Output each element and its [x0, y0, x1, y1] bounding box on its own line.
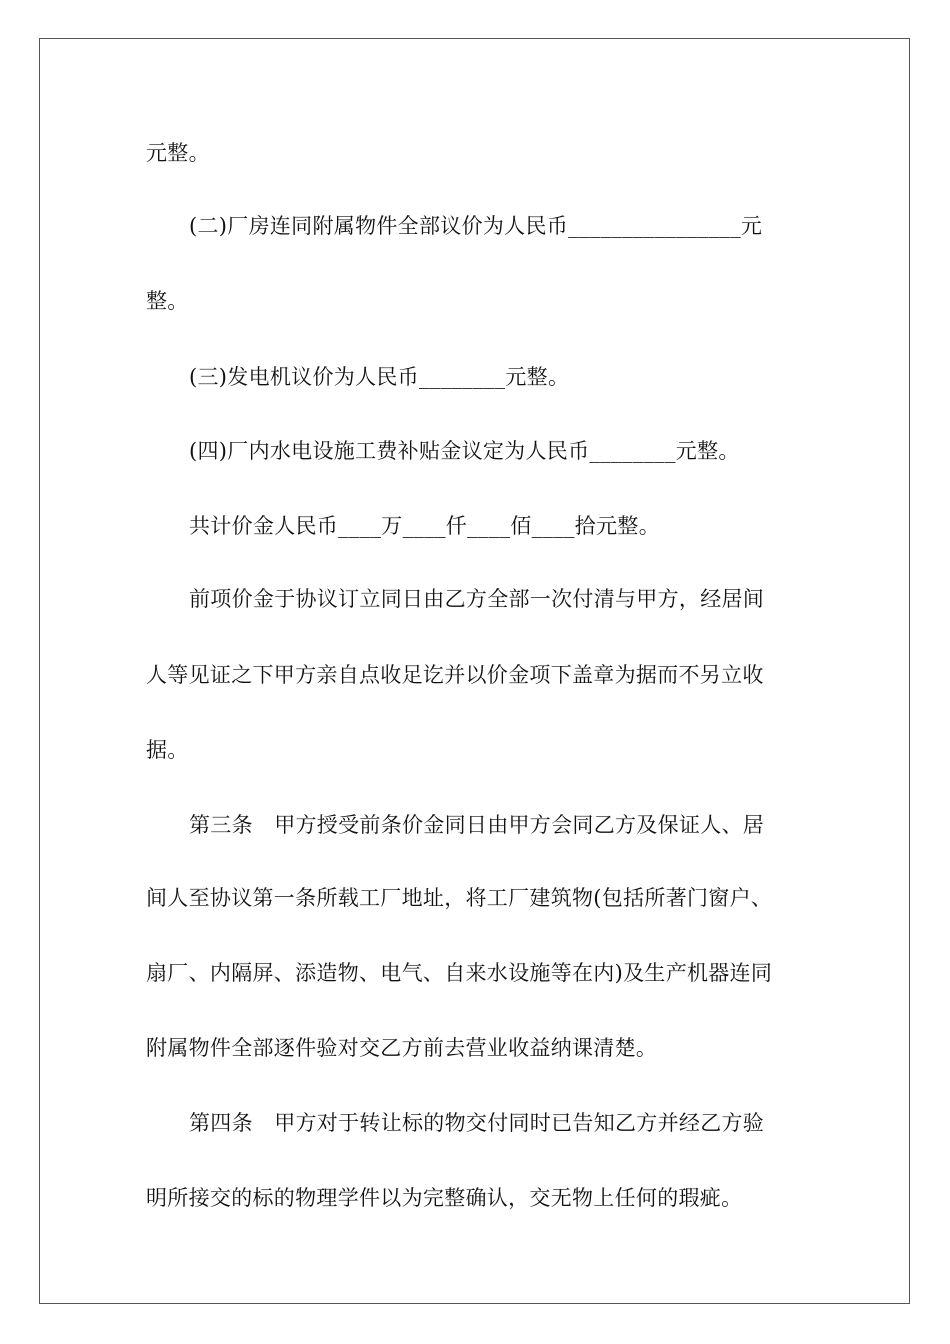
- text-line: 间人至协议第一条所载工厂地址，将工厂建筑物(包括所著门窗户、: [146, 886, 773, 910]
- text-line: 元整。: [146, 141, 210, 165]
- text-line: 人等见证之下甲方亲自点收足讫并以价金项下盖章为据而不另立收: [146, 663, 764, 687]
- text-line: 前项价金于协议订立同日由乙方全部一次付清与甲方，经居间: [189, 587, 765, 611]
- text-line: (三)发电机议价为人民币________元整。: [189, 365, 570, 389]
- text-line: 第四条 甲方对于转让标的物交付同时已告知乙方并经乙方验: [189, 1111, 765, 1135]
- text-line: 扇厂、内隔屏、添造物、电气、自来水设施等在内)及生产机器连同: [146, 961, 773, 985]
- text-line: 整。: [146, 289, 189, 313]
- text-line: 共计价金人民币____万____仟____佰____拾元整。: [189, 514, 660, 538]
- text-line: (二)厂房连同附属物件全部议价为人民币________________元: [189, 214, 763, 238]
- text-line: (四)厂内水电设施工费补贴金议定为人民币________元整。: [189, 439, 740, 463]
- text-line: 附属物件全部逐件验对交乙方前去营业收益纳课清楚。: [146, 1036, 658, 1060]
- text-line: 第三条 甲方授受前条价金同日由甲方会同乙方及保证人、居: [189, 813, 765, 837]
- text-line: 明所接交的标的物理学件以为完整确认，交无物上任何的瑕疵。: [146, 1186, 743, 1210]
- text-line: 据。: [146, 738, 189, 762]
